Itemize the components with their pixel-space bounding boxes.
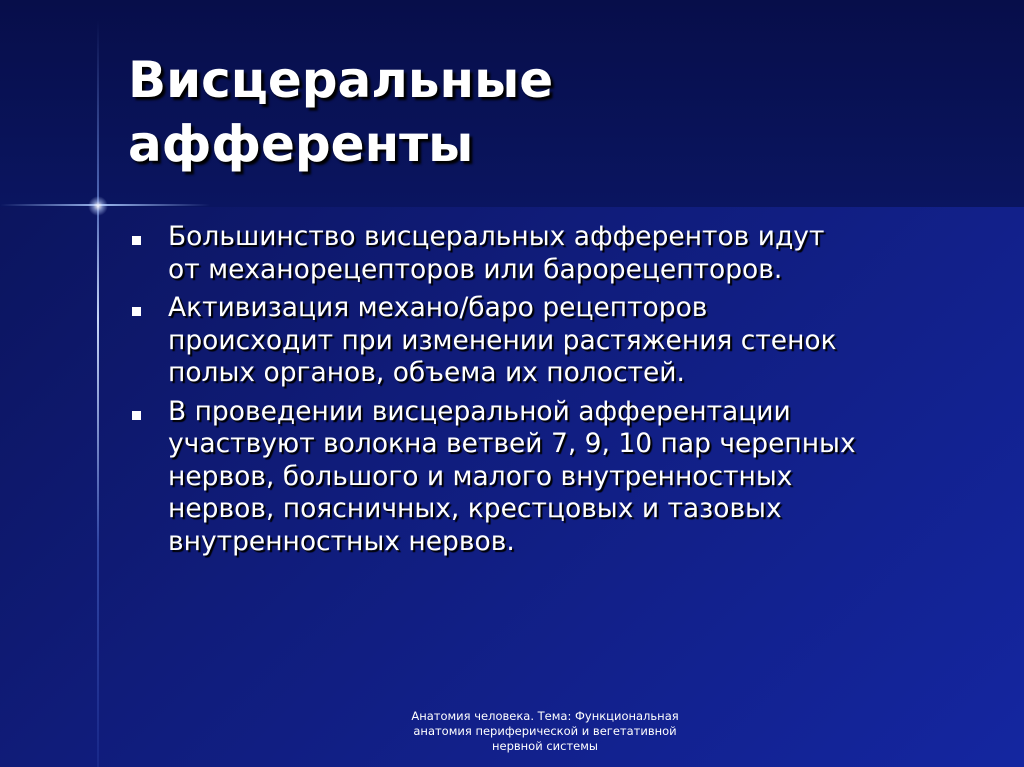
bullet-text <box>168 396 978 559</box>
bullet-item <box>128 221 978 286</box>
bullet-text <box>168 292 978 390</box>
square-bullet-icon <box>132 411 141 420</box>
bullet-line: от механорецепторов или барорецепторов. <box>168 253 783 285</box>
bullet-line: В проведении висцеральной афферентации <box>168 395 791 427</box>
bullet-line: нервов, большого и малого внутренностных <box>168 460 793 492</box>
bullet-line: Активизация механо/баро рецепторов <box>168 292 708 323</box>
footer-line: анатомия периферической и вегетативной <box>413 724 677 738</box>
bullet-item <box>128 396 978 559</box>
bullet-item <box>128 292 978 390</box>
slide-footer <box>370 709 720 754</box>
slide-title-line: Висцеральные <box>128 51 554 109</box>
sparkle-vertical-ray <box>97 20 99 767</box>
sparkle-icon <box>88 196 108 216</box>
bullet-line: участвуют волокна ветвей 7, 9, 10 пар черепных <box>168 428 856 459</box>
square-bullet-icon <box>132 307 141 316</box>
footer-line: Анатомия человека. Тема: Функциональная <box>411 709 679 723</box>
square-bullet-icon <box>132 236 141 245</box>
footer-line: нервной системы <box>491 739 598 753</box>
bullet-list <box>128 221 978 564</box>
bullet-line: полых органов, объема их полостей. <box>168 357 685 388</box>
bullet-line: Большинство висцеральных афферентов идут <box>168 221 825 252</box>
bullet-text <box>168 221 978 286</box>
bullet-line: происходит при изменении растяжения стенок <box>168 324 837 356</box>
slide-title-line: афференты <box>128 115 474 173</box>
bullet-line: нервов, поясничных, крестцовых и тазовых <box>168 493 782 524</box>
slide-title <box>128 48 988 176</box>
bullet-line: внутренностных нервов. <box>168 525 515 557</box>
